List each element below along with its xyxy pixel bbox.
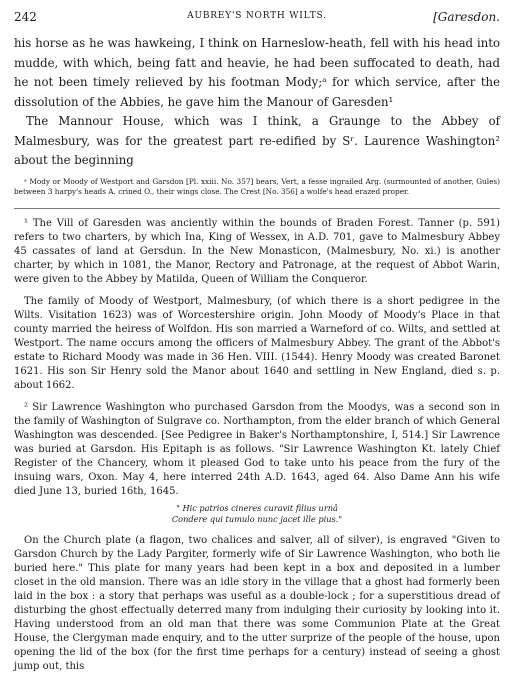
page-header [14,10,500,28]
verse-line: " Hic patrios cineres curavit filius urnâ [176,502,338,513]
main-paragraph: The Mannour House, which was I think, a Graunge to the Abbey of Malmesbury, was for the greatest part re-edified by Sʳ. Laurence Washington² about the beginning [14,114,500,167]
section-title: [Garesdon. [433,10,500,24]
note-paragraph: ¹ The Vill of Garesden was anciently within the bounds of Braden Forest. Tanner (p. 591) refers to two charters, by which Ina, King of Wessex, in A.D. 701, gave to Malmesbury Abbey 45 cassates of land at Gersdun. In the New Monasticon, (Malmesbury, No. xi.) is another charter, by which in 1081, the Manor, Rectory and Patronage, at the request of Abbot Warin, were given to the Abbey by Matilda, Queen of William the Conqueror. [14,217,500,285]
main-text [14,34,500,171]
note-paragraph: On the Church plate (a flagon, two chalices and salver, all of silver), is engraved "Given to Garsdon Church by the Lady Pargiter, formerly wife of Sir Lawrence Washington, who both lie buried here." This plate for many years had been kept in a box and deposited in a lumber closet in the old mansion. There was an idle story in the village that a ghost had formerly been laid in the box : a story that perhaps was useful as a double-lock ; for a superstitious dread of disturbing the ghost effectually deterred many from indulging their curiosity by looking into it. Having understood from an old man that there was some Communion Plate at the Great House, the Clergyman made enquiry, and to the utter surprize of the people of the house, upon opening the lid of the box (for the first time perhaps for a century) instead of seeing a ghost jump out, this [14,534,500,672]
verse-line: Condere qui tumulo nunc jacet ille pius." [171,514,343,524]
epitaph-verse [14,503,500,526]
notes-divider [14,208,500,209]
note-paragraph: ² Sir Lawrence Washington who purchased Garsdon from the Moodys, was a second son in the family of Washington of Sulgrave co. Northampton, from the elder branch of which General Washington was descended. [See Pedigree in Baker's Northamptonshire, I, 514.] Sir Lawrence was buried at Garsdon. His Epitaph is as follows. "Sir Lawrence Washington Kt. lately Chief Register of the Chancery, whom it pleased God to take unto his peace from the fury of the insuing wars, Oxon. May 4, here interred 24th A.D. 1643, aged 64. Also Dame Ann his wife died June 13, buried 16th, 1645. [14,401,500,497]
footnote-a: ᵃ Mody or Moody of Westport and Garsdon [Pl. xxiii. No. 357] bears, Vert, a fesse ingrailed Arg. (surmounted of another, Gules) between 3 harpy's heads A. crined O., their wings close. The Crest [No. 356] a wolfe's head erazed proper. [14,176,500,196]
book-page [14,10,500,682]
main-paragraph: his horse as he was hawkeing, I think on Harneslow-heath, fell with his head into mudde, with which, being fatt and heavie, he had been suffocated to death, had he not been timely relieved by his footman Mody;ᵃ for which service, after the dissolution of the Abbies, he gave him the Manour of Garesden¹ [14,36,500,109]
note-paragraph: The family of Moody of Westport, Malmesbury, (of which there is a short pedigree in the Wilts. Visitation 1623) was of Worcestershire origin. John Moody of Moody's Place in that county married the heiress of Wolfdon. His son married a Warneford of co. Wilts, and settled at Westport. The name occurs among the officers of Malmesbury Abbey. The grant of the Abbot's estate to Richard Moody was made in 36 Hen. VIII. (1544). Henry Moody was created Baronet 1621. His son Sir Henry sold the Manor about 1640 and settling in New England, died s. p. about 1662. [14,295,500,391]
editor-notes [14,217,500,674]
page-number: 242 [14,10,37,24]
running-title: AUBREY'S NORTH WILTS. [187,11,327,21]
